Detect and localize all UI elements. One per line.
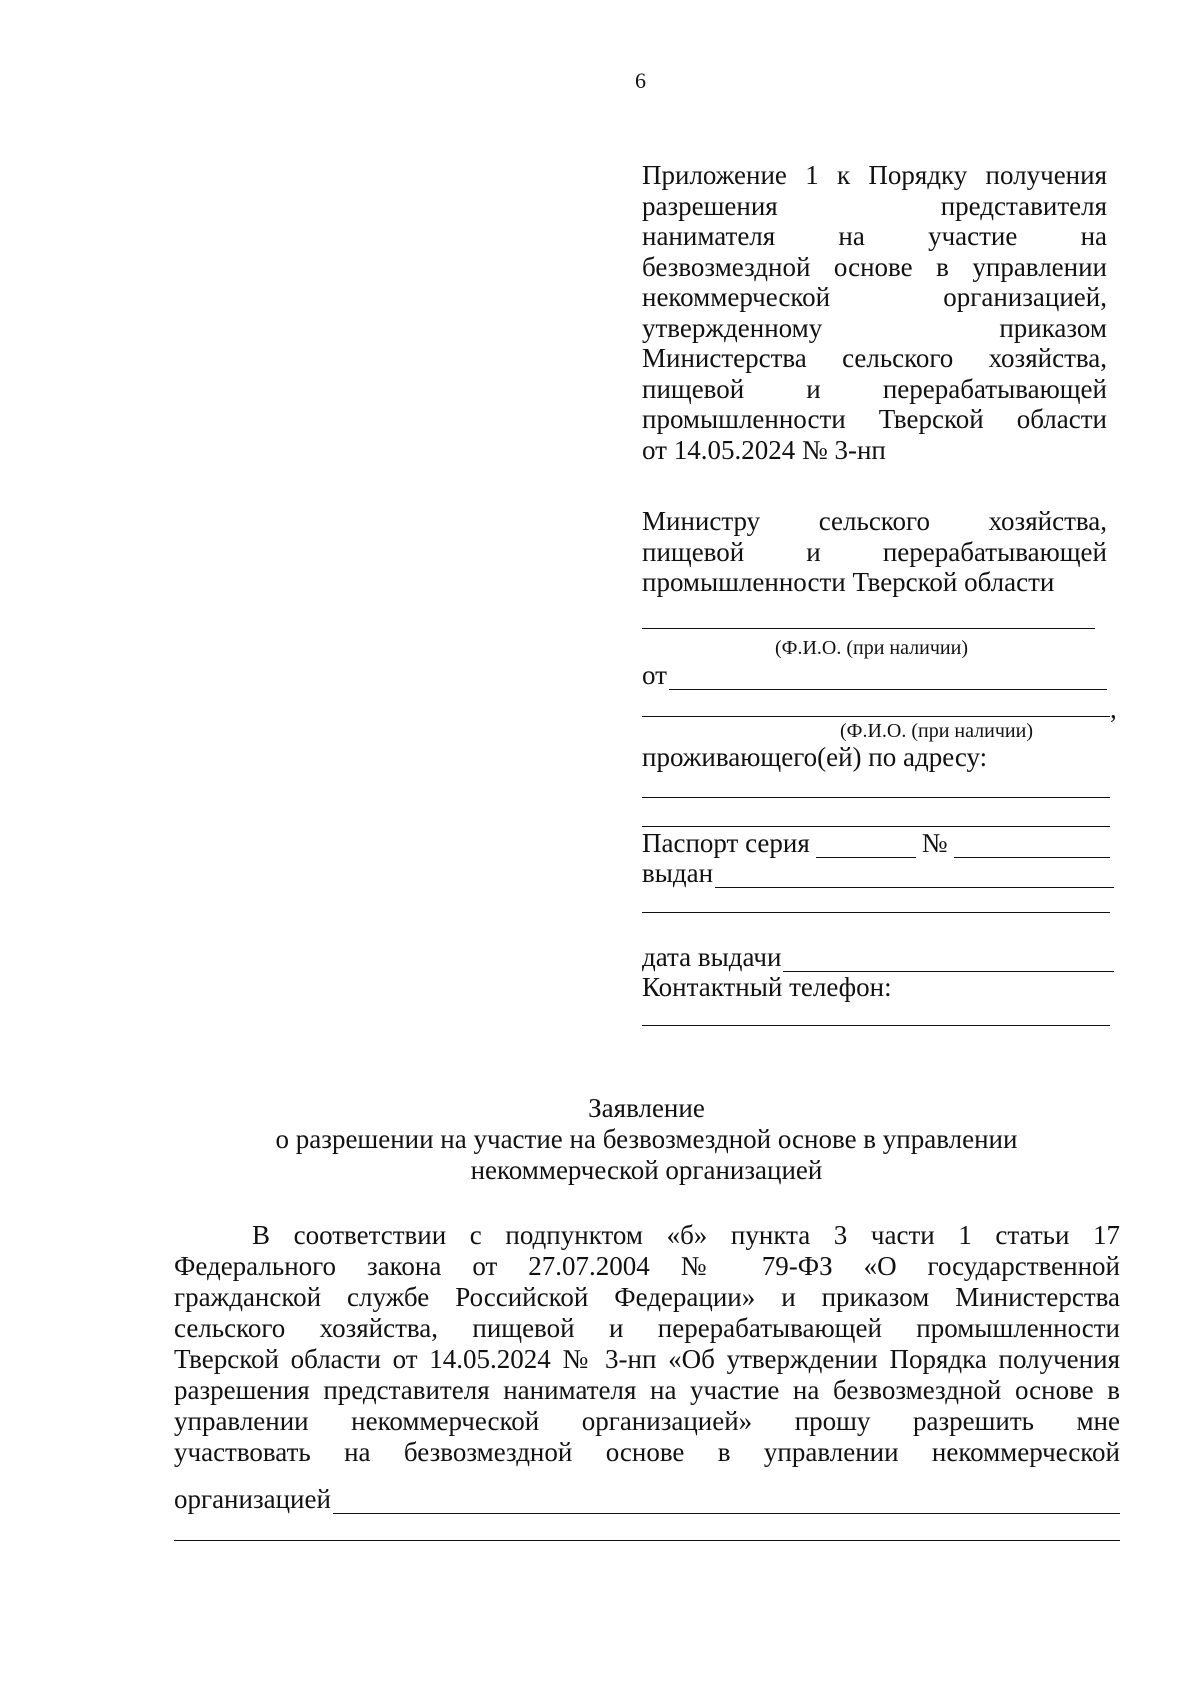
appendix-reference xyxy=(642,160,1107,465)
phone-field[interactable] xyxy=(642,1025,1110,1026)
applicant-name-field-2[interactable] xyxy=(642,716,1110,717)
addressee-line: Министру сельского хозяйства, xyxy=(642,506,1107,536)
appendix-line: от 14.05.2024 № 3-нп xyxy=(642,434,886,465)
fio-caption: (Ф.И.О. (при наличии) xyxy=(775,637,968,659)
appendix-line: нанимателя на участие на xyxy=(642,221,1107,251)
issued-row xyxy=(642,858,1114,888)
appendix-line: Министерства сельского хозяйства, xyxy=(642,343,1107,373)
issued-by-field[interactable] xyxy=(715,865,1114,888)
issued-label: выдан xyxy=(642,858,714,888)
appendix-line: утвержденному приказом xyxy=(642,312,1107,343)
body-line: разрешения представителя нанимателя на участие на безвозмездной основе в xyxy=(174,1375,1120,1405)
appendix-line: некоммерческой организацией, xyxy=(642,282,1107,312)
address-field-2[interactable] xyxy=(642,826,1110,827)
appendix-line: безвозмездной основе в управлении xyxy=(642,251,1107,282)
title-line: Заявление xyxy=(588,1093,705,1123)
issue-date-label: дата выдачи xyxy=(642,942,782,972)
address-field-1[interactable] xyxy=(642,797,1110,798)
passport-row xyxy=(642,828,1110,858)
issue-date-row xyxy=(642,942,1114,972)
passport-number-label: № xyxy=(921,828,948,858)
body-line: Тверской области от 14.05.2024 № 3-нп «Об утверждении Порядка получения xyxy=(174,1344,1120,1374)
passport-series-field[interactable] xyxy=(816,835,916,858)
from-row xyxy=(642,660,1107,690)
organization-row xyxy=(174,1484,1120,1514)
body-line: гражданской службе Российской Федерации» и приказом Министерства xyxy=(174,1282,1120,1312)
from-label: от xyxy=(642,660,667,690)
body-line: В соответствии с подпунктом «б» пункта 3 части 1 статьи 17 xyxy=(252,1220,1120,1250)
body-line: сельского хозяйства, пищевой и перерабатывающей промышленности xyxy=(174,1313,1120,1343)
applicant-name-field[interactable] xyxy=(669,667,1107,690)
body-line: управлении некоммерческой организацией» прошу разрешить мне xyxy=(174,1406,1120,1436)
phone-label: Контактный телефон: xyxy=(642,972,892,1002)
body-line: участвовать на безвозмездной основе в управлении некоммерческой xyxy=(174,1437,1120,1467)
title-line: о разрешении на участие на безвозмездной основе в управлении xyxy=(275,1124,1018,1154)
organization-field[interactable] xyxy=(333,1491,1120,1514)
fio-caption-2: (Ф.И.О. (при наличии) xyxy=(840,720,1033,742)
issued-by-field-2[interactable] xyxy=(642,912,1110,913)
organization-field-2[interactable] xyxy=(174,1540,1120,1541)
organization-label: организацией xyxy=(174,1484,331,1514)
minister-name-field[interactable] xyxy=(642,628,1095,629)
addressee-line: пищевой и перерабатывающей xyxy=(642,536,1107,567)
appendix-line: разрешения представителя xyxy=(642,190,1107,221)
addressee-block xyxy=(642,506,1107,598)
appendix-line: пищевой и перерабатывающей xyxy=(642,373,1107,404)
statement-title xyxy=(0,1093,1200,1186)
passport-number-field[interactable] xyxy=(954,835,1110,858)
statement-body xyxy=(174,1220,1120,1468)
title-line: некоммерческой организацией xyxy=(470,1155,823,1185)
passport-series-label: Паспорт серия xyxy=(642,828,810,858)
comma: , xyxy=(1110,694,1117,724)
issue-date-field[interactable] xyxy=(783,949,1114,972)
appendix-line: промышленности Тверской области xyxy=(642,404,1107,434)
address-label: проживающего(ей) по адресу: xyxy=(642,742,988,772)
page-number: 6 xyxy=(635,68,646,93)
appendix-line: Приложение 1 к Порядку получения xyxy=(642,160,1107,190)
addressee-line: промышленности Тверской области xyxy=(642,567,1055,597)
body-line: Федерального закона от 27.07.2004 № 79-ФЗ «О государственной xyxy=(174,1251,1120,1281)
